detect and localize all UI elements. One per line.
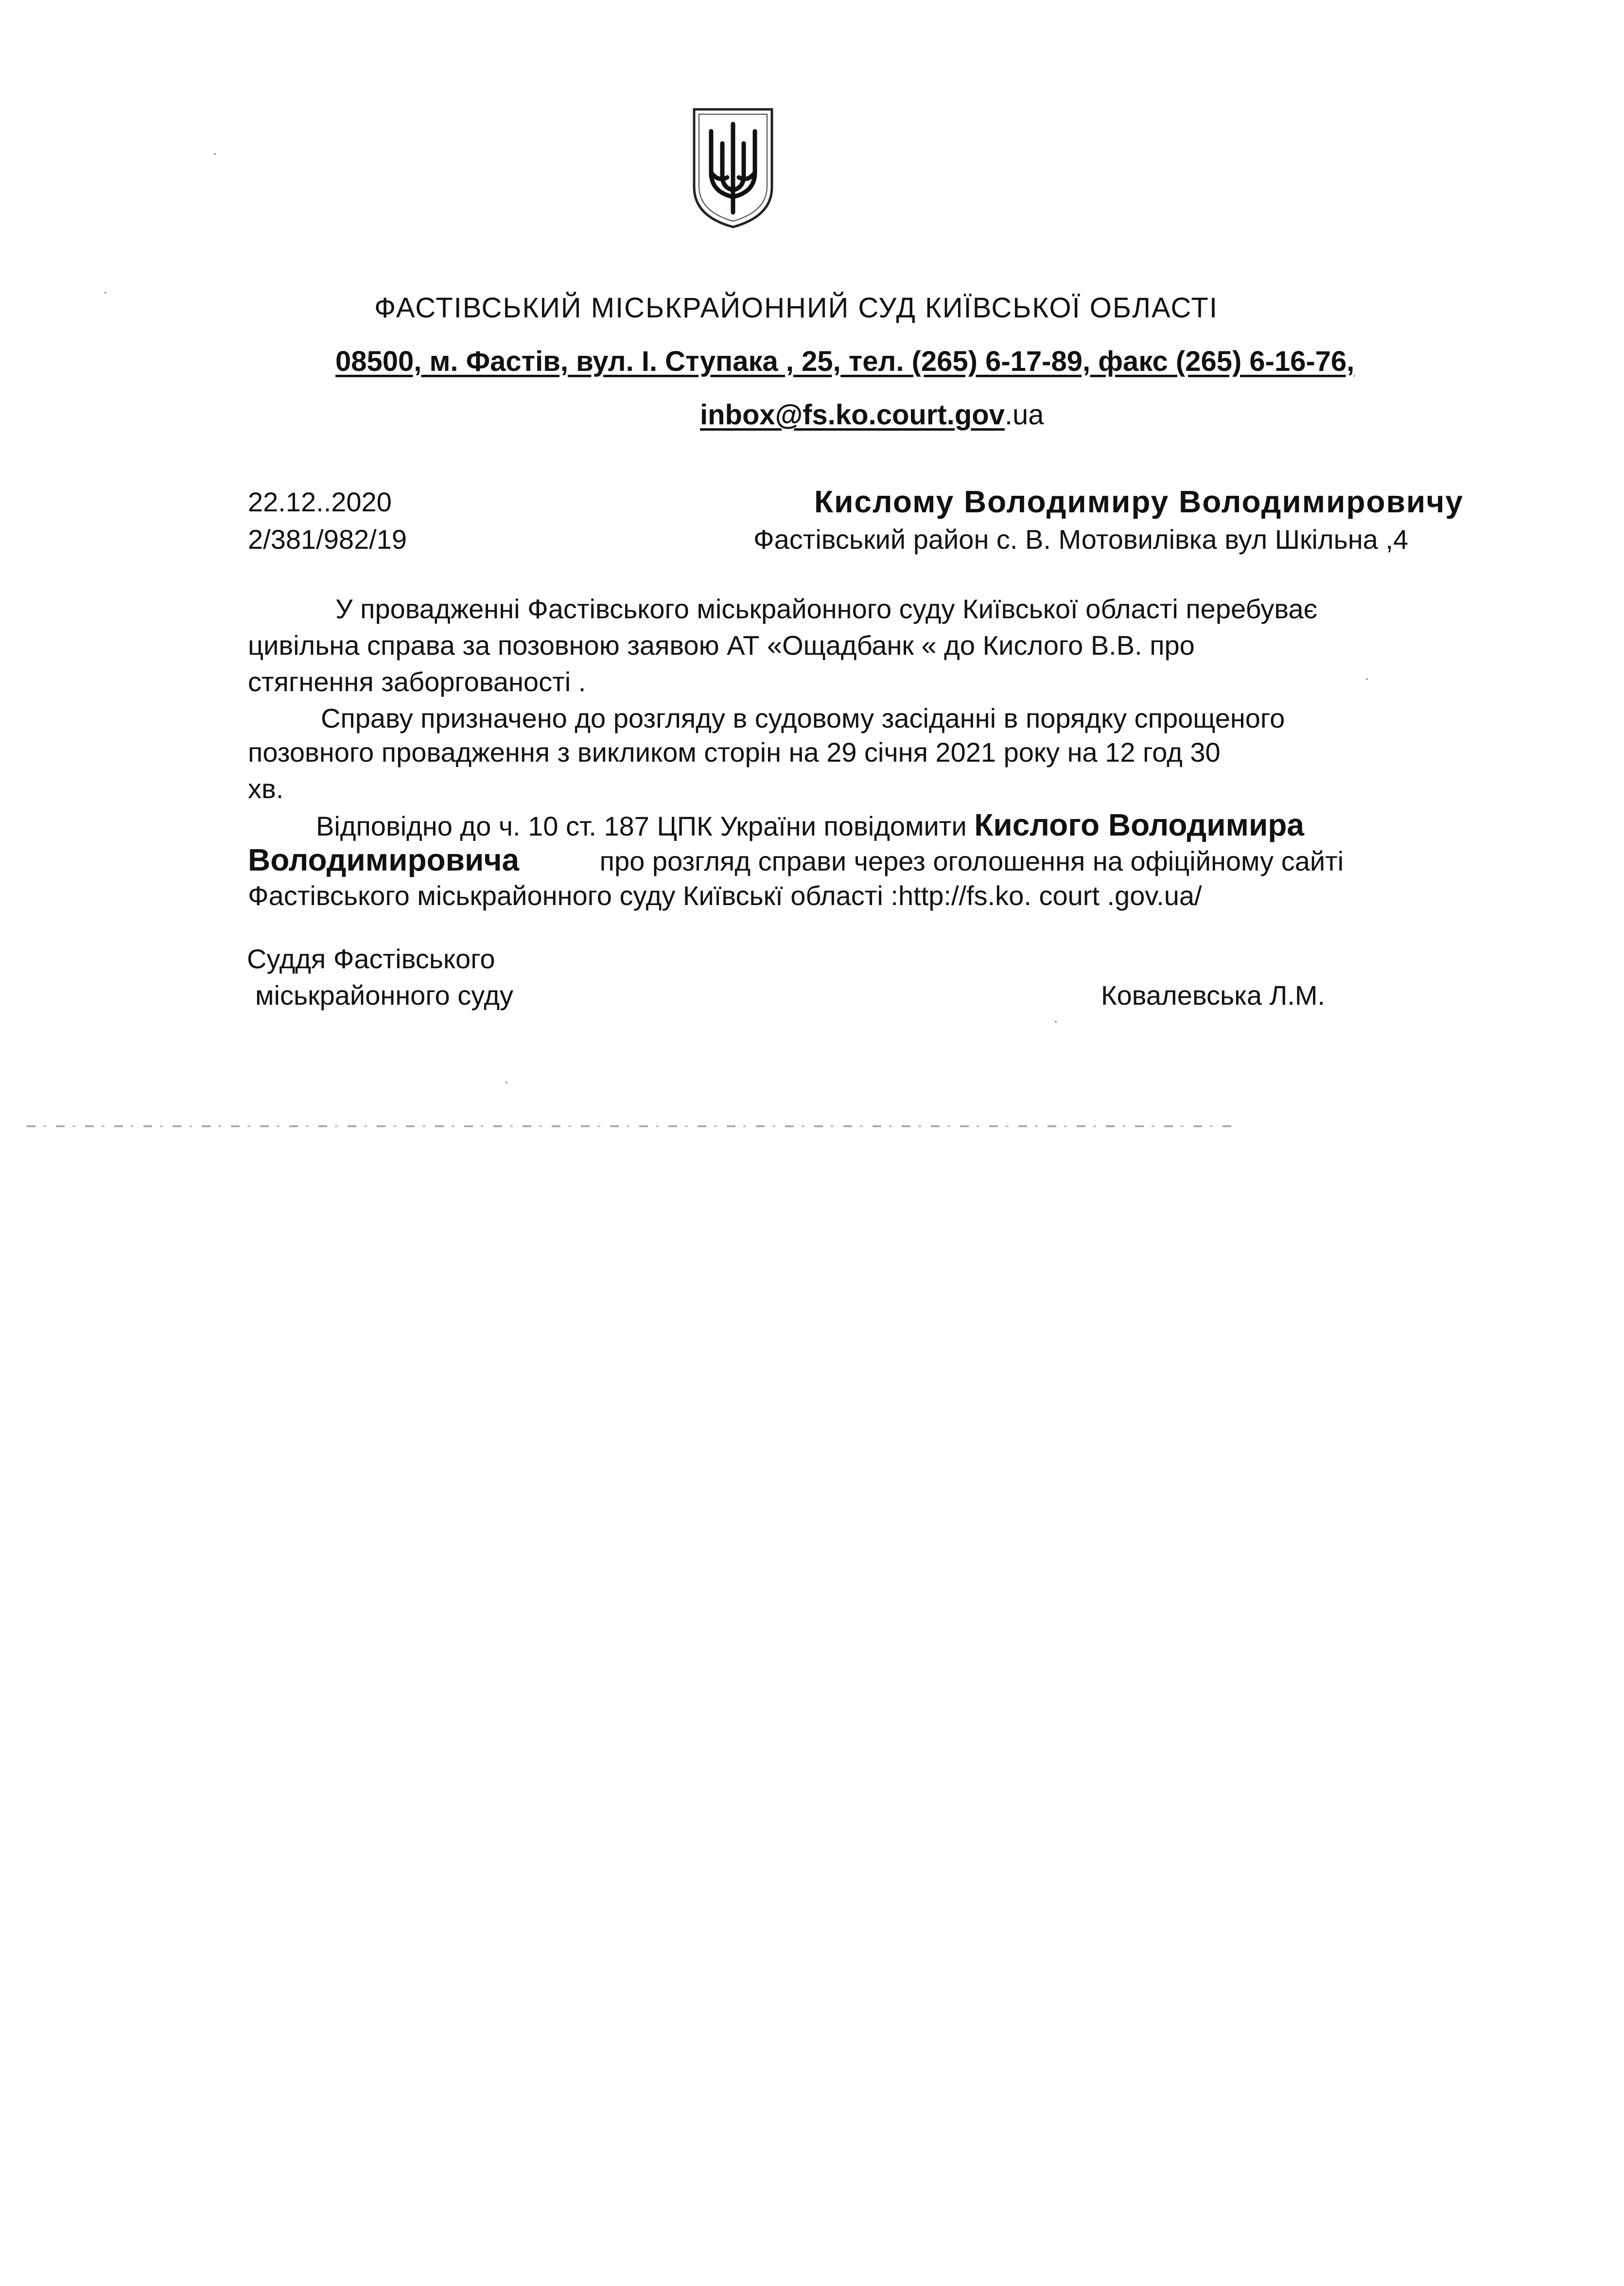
- paragraph-3-line-2: [248, 842, 1344, 878]
- scan-speck: [214, 153, 216, 155]
- paragraph-3-text-2: про розгляд справи через оголошення на офіційному сайті: [599, 846, 1344, 876]
- paragraph-1-line-1: У провадженні Фастівського міськрайонного суду Київської області перебуває: [335, 593, 1318, 624]
- court-address: 08500, м. Фастів, вул. І. Ступака , 25, тел. (265) 6-17-89, факс (265) 6-16-76,: [335, 346, 1355, 377]
- signature-title-line-1: Суддя Фастівського: [247, 943, 495, 974]
- paragraph-3-text: Відповідно до ч. 10 ст. 187 ЦПК України повідомити: [316, 811, 967, 841]
- coat-of-arms-icon: [684, 105, 782, 231]
- case-number: 2/381/982/19: [248, 524, 407, 555]
- document-date: 22.12..2020: [248, 487, 392, 517]
- paragraph-1-line-2: цивільна справа за позовною заявою АТ «Ощадбанк « до Кислого В.В. про: [248, 630, 1195, 661]
- paragraph-3-line-3: Фастівського міськрайонного суду Київськї області :http://fs.ko. court .gov.ua/: [248, 880, 1202, 911]
- scan-speck: [506, 1082, 507, 1083]
- judge-name: Ковалевська Л.М.: [1101, 980, 1326, 1011]
- defendant-name-bold: Кислого Володимира: [974, 807, 1305, 842]
- signature-title-line-2: міськрайонного суду: [255, 980, 514, 1011]
- email-suffix: .ua: [1004, 399, 1044, 431]
- recipient-name: Кислому Володимиру Володимировичу: [814, 484, 1464, 519]
- scan-speck: [1366, 678, 1368, 680]
- scan-artifact-line: [27, 1125, 1232, 1127]
- defendant-patronymic-bold: Володимировича: [248, 842, 520, 877]
- court-email: [700, 399, 1044, 431]
- scan-speck: [105, 292, 106, 294]
- paragraph-3-line-1: [316, 807, 1304, 843]
- paragraph-2-line-1: Справу призначено до розгляду в судовому засіданні в порядку спрощеного: [321, 703, 1285, 733]
- paragraph-2-line-3: хв.: [248, 773, 284, 804]
- paragraph-2-line-2: позовного провадження з викликом сторін на 29 січня 2021 року на 12 год 30: [248, 737, 1221, 768]
- email-address: inbox@fs.ko.court.gov: [700, 399, 1005, 431]
- scan-speck: [1055, 1021, 1057, 1023]
- recipient-address: Фастівський район с. В. Мотовилівка вул Шкільна ,4: [753, 524, 1409, 555]
- paragraph-1-line-3: стягнення заборгованості .: [248, 666, 586, 697]
